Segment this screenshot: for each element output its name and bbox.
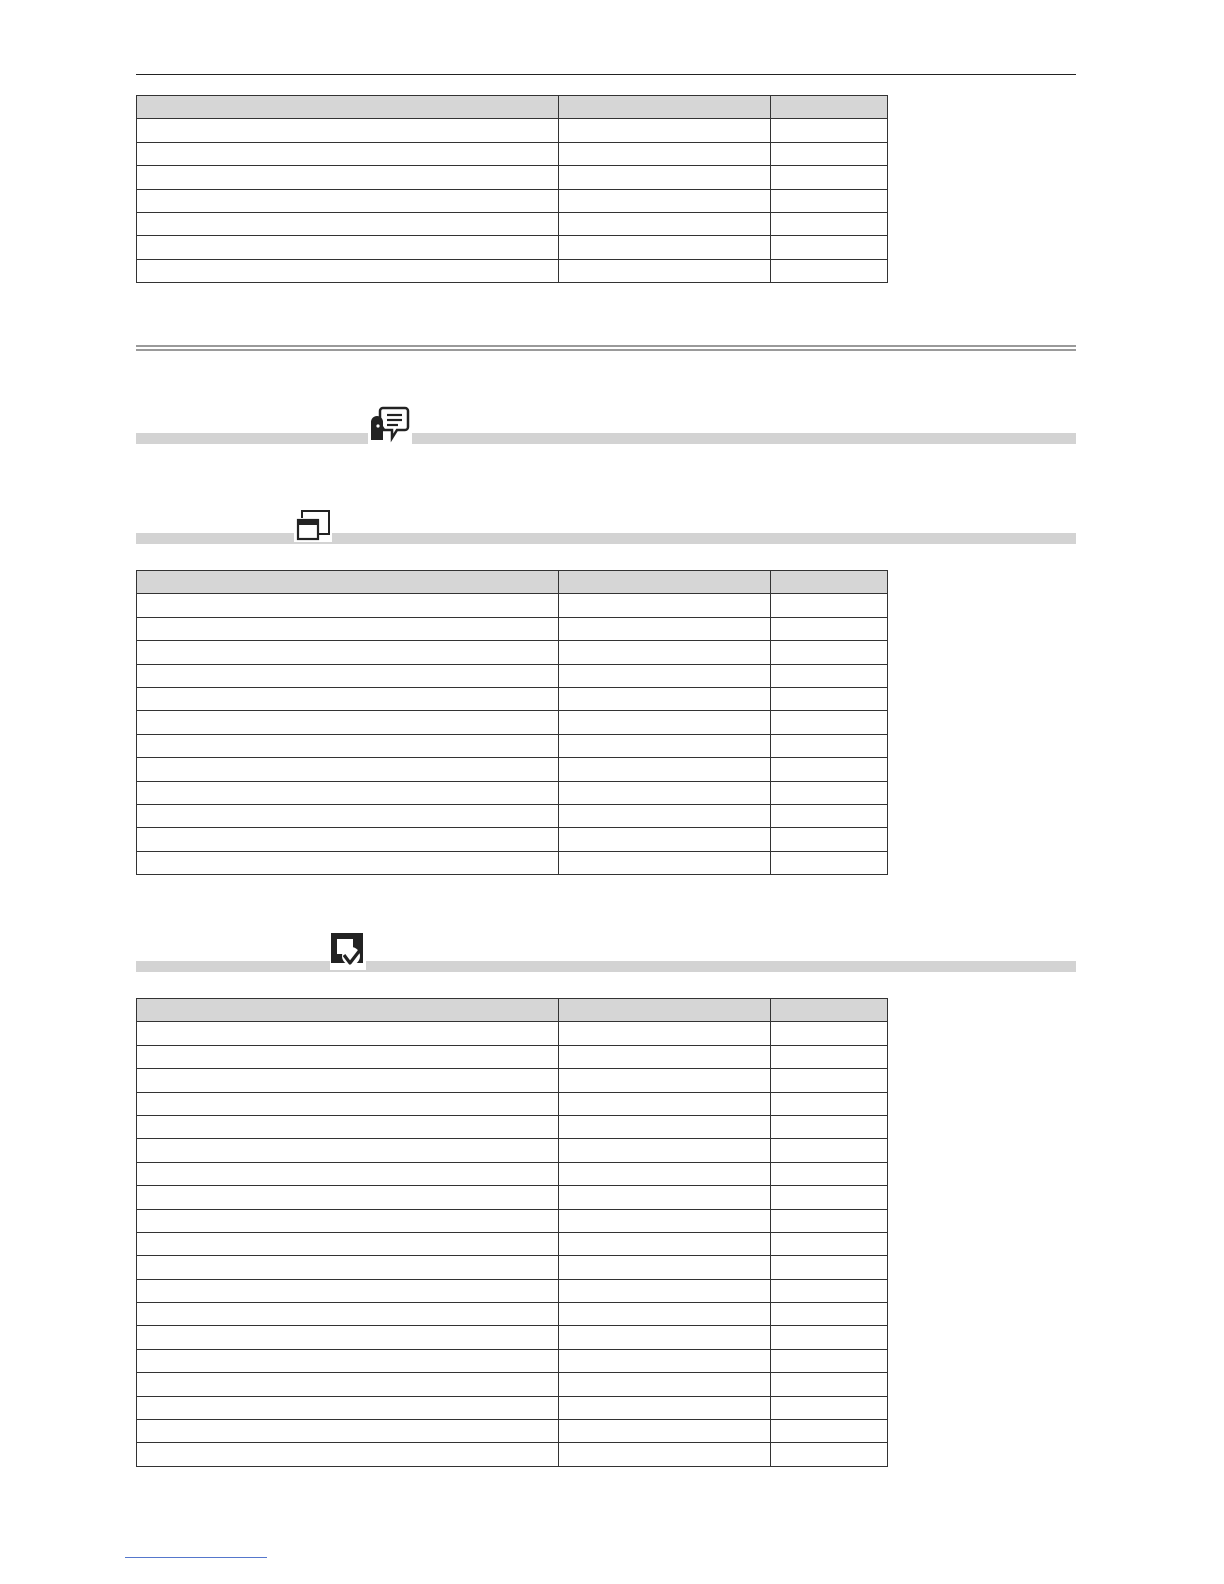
- table-row: [137, 1022, 888, 1045]
- header-cell-setting: [559, 571, 771, 594]
- table-row: [137, 1349, 888, 1372]
- header-cell-item: [137, 999, 559, 1022]
- table-header-row: [137, 571, 888, 594]
- table-row: [137, 259, 888, 282]
- table-row: [137, 1115, 888, 1138]
- table-row: [137, 1232, 888, 1255]
- section-bar-3: [136, 533, 1076, 544]
- table-row: [137, 687, 888, 710]
- section-bar-4: [136, 961, 1076, 972]
- table-row: [137, 641, 888, 664]
- table-row: [137, 1373, 888, 1396]
- table-header-row: [137, 96, 888, 119]
- table-row: [137, 119, 888, 142]
- checkmark-box-icon: [330, 932, 366, 970]
- table-row: [137, 1162, 888, 1185]
- table-row: [137, 1326, 888, 1349]
- header-cell-item: [137, 571, 559, 594]
- settings-table-3: [136, 998, 888, 1467]
- table-row: [137, 1396, 888, 1419]
- table-row: [137, 1303, 888, 1326]
- table-row: [137, 212, 888, 235]
- settings-table-1: [136, 95, 888, 283]
- table-row: [137, 1256, 888, 1279]
- table-row: [137, 142, 888, 165]
- table-row: [137, 594, 888, 617]
- table-row: [137, 828, 888, 851]
- table-row: [137, 664, 888, 687]
- section-bar-2: [136, 433, 1076, 444]
- table-row: [137, 1443, 888, 1466]
- table-row: [137, 734, 888, 757]
- footer-link-underline[interactable]: [125, 1557, 267, 1558]
- table-row: [137, 1279, 888, 1302]
- header-cell-item: [137, 96, 559, 119]
- table-row: [137, 236, 888, 259]
- settings-table-2: [136, 570, 888, 875]
- table-row: [137, 1069, 888, 1092]
- header-cell-page: [771, 999, 888, 1022]
- table-row: [137, 851, 888, 874]
- header-cell-page: [771, 571, 888, 594]
- table-row: [137, 781, 888, 804]
- table-row: [137, 166, 888, 189]
- table-row: [137, 1209, 888, 1232]
- table-row: [137, 1139, 888, 1162]
- header-cell-page: [771, 96, 888, 119]
- table-row: [137, 1186, 888, 1209]
- table-row: [137, 1092, 888, 1115]
- table-row: [137, 189, 888, 212]
- table-row: [137, 617, 888, 640]
- table-row: [137, 1420, 888, 1443]
- table-row: [137, 758, 888, 781]
- table-row: [137, 804, 888, 827]
- section-divider: [136, 345, 1076, 351]
- header-rule: [136, 74, 1076, 75]
- table-row: [137, 1045, 888, 1068]
- header-cell-setting: [559, 96, 771, 119]
- header-cell-setting: [559, 999, 771, 1022]
- window-icon: [294, 508, 332, 542]
- table-header-row: [137, 999, 888, 1022]
- speech-bubble-icon: [368, 404, 412, 444]
- table-row: [137, 711, 888, 734]
